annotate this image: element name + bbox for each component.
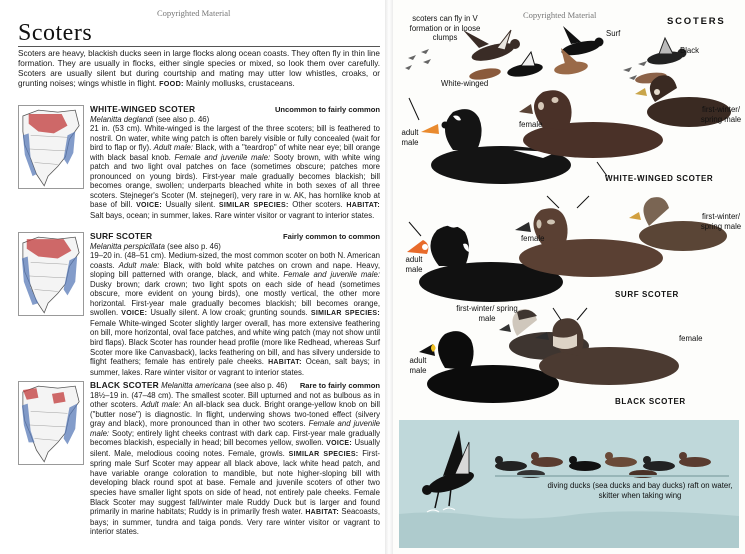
scientific-name: Melanitta deglandi bbox=[90, 114, 154, 124]
label-surf-adult-male: adult male bbox=[405, 255, 423, 274]
see-also: (see also p. 46) bbox=[155, 114, 210, 124]
species-name: SURF SCOTER bbox=[90, 231, 153, 241]
species-abundance: Fairly common to common bbox=[282, 232, 380, 241]
label-flight-black: Black bbox=[680, 46, 700, 55]
food-label: FOOD: bbox=[159, 79, 184, 89]
diving-ducks-caption: diving ducks (sea ducks and bay ducks) raft on water, skitter when taking wing bbox=[547, 481, 733, 500]
species-abundance: Uncommon to fairly common bbox=[274, 105, 380, 114]
scientific-name: Melanitta perspicillata bbox=[90, 241, 165, 251]
species-text-black bbox=[90, 381, 380, 537]
section-title: Scoters bbox=[18, 20, 93, 46]
label-surf-female: female bbox=[521, 234, 545, 243]
food-text: Mainly mollusks, crustaceans. bbox=[186, 79, 295, 89]
species-abundance: Rare to fairly common bbox=[299, 381, 380, 390]
species-description: 19–20 in. (48–51 cm). Medium-sized, the most common scoter on both N. American coasts. Adult male: Black, with bold white patches on crown and nape. Heavy, sloping bill patterned with orange, black, and white. Female and juvenile male: Dusky brown; dark crown; two light spots on each side of head (sometimes obscure, more evident on young birds), one mostly vertical, the other more horizontal. First-year male gradually becomes blackish; bill becomes orange, swollen. VOICE: Usually silent. A low croak; grunting sounds. SIMILAR SPECIES: Female White-winged Scoter slightly larger overall, has more extensive feathering on bill, more horizontal, oval face patches, and white wing patch (may not show until bird flaps). Black Scoter has rounder head profile (more like Redhead, whereas Surf Scoter more like Canvasback), lacks feathering on bill, and has silvery underside to flight feathers; female has entirely pale cheeks. HABITAT: Ocean, salt bays; in summer, lakes. Rare winter visitor or vagrant to interior states. bbox=[90, 251, 381, 377]
see-also: (see also p. 46) bbox=[167, 241, 221, 251]
label-surf-first-winter: first-winter/ spring male bbox=[700, 212, 742, 231]
label-black-adult-male: adult male bbox=[409, 356, 427, 375]
label-flight-white-winged: White-winged bbox=[441, 79, 489, 88]
flying-surf-scoter bbox=[553, 26, 603, 76]
intro-paragraph bbox=[18, 49, 380, 89]
label-ww-adult-male: adult male bbox=[401, 128, 419, 147]
title-rule bbox=[18, 46, 380, 47]
book-gutter bbox=[385, 0, 393, 554]
label-ww-female: female bbox=[519, 120, 543, 129]
range-map-white-winged bbox=[18, 105, 84, 189]
intro-text: Scoters are heavy, blackish ducks seen in large flocks along ocean coasts. They often fly in thin line formation. They are usually in flocks, either single species or mixed, so look them over carefully. Scoters are usually silent but during courtship and mating may utter low whistles, croaks, or grunting noises; wings whistle in flight. bbox=[18, 49, 380, 89]
plate-title: SCOTERS bbox=[667, 16, 726, 27]
range-map-icon bbox=[19, 382, 83, 464]
label-ww-first-winter: first-winter/ spring male bbox=[700, 105, 742, 124]
scientific-name: Melanitta americana bbox=[161, 381, 232, 390]
species-description: 18½–19 in. (47–48 cm). The smallest scoter. Bill upturned and not as bulbous as in other scoters. Adult male: An all-black sea duck. Bright orange-yellow knob on bill ("butter nose") is diagnostic. In flight, underwing shows two-toned effect (silvery gray and black), more pronounced than in other two scoters. Female and juvenile male: Sooty; entirely light cheeks contrast with dark cap. First-year male gradually becomes blackish, especially in head; bill becomes yellow, swollen. VOICE: Usually silent. Male, melodious cooing notes. Female, growls. SIMILAR SPECIES: First-spring male Surf Scoter may appear all black above, lack white head patch, and have variable orange coloration to mandible, but note higher-sloping bill with developing black round spot at base. Female and juvenile scoters of other two species have smaller light spots on side of head, not entirely pale cheeks. Female Black Scoter may suggest fall/winter male Ruddy Duck but is larger and found primarily in marine habitats; Ruddy is in primarily fresh water. HABITAT: Seacoasts, bays; in summer, tundra and taiga ponds. Very rare winter visitor or vagrant to interior states. bbox=[90, 390, 381, 537]
diving-ducks-panel bbox=[399, 420, 739, 548]
flight-formation-note: scoters can fly in V formation or in loose clumps bbox=[409, 14, 481, 42]
species-text-surf bbox=[90, 232, 380, 377]
range-map-surf bbox=[18, 232, 84, 316]
species-description: 21 in. (53 cm). White-winged is the largest of the three scoters; bill is feathered to nostril. On water, white wing patch is often barely visible or fully concealed (wait for bird to flap or fly). Adult male: Black, with a "teardrop" of white near eye; bill orange with black basal knob. Female and juvenile male: Sooty brown, with white wing patch and two light oval patches on face (sometimes obscure; patches more pronounced on young birds). First-year male gradually becomes blackish; bill becomes orange, swollen; underparts bleached white in both sexes of all three scoters. Stejneger's Scoter (M. stejnegeri), very rare in w. AK, has hornlike knob at base of bill. VOICE: Usually silent. SIMILAR SPECIES: Other scoters. HABITAT: Salt bays, ocean; in summer, lakes. Rare winter visitor or vagrant to interior states. bbox=[90, 124, 380, 221]
species-text-white-winged bbox=[90, 105, 380, 221]
caption-white-winged-scoter: WHITE-WINGED SCOTER bbox=[605, 174, 714, 183]
caption-surf-scoter: SURF SCOTER bbox=[615, 290, 679, 299]
see-also: (see also p. 46) bbox=[233, 381, 288, 390]
label-flight-surf: Surf bbox=[606, 29, 621, 38]
label-black-female: female bbox=[679, 334, 703, 343]
species-name: WHITE-WINGED SCOTER bbox=[90, 104, 196, 114]
range-map-icon bbox=[19, 106, 83, 188]
caption-black-scoter: BLACK SCOTER bbox=[615, 397, 686, 406]
watermark-left: Copyrighted Material bbox=[157, 8, 231, 18]
rafting-ducks bbox=[495, 452, 729, 478]
species-name: BLACK SCOTER bbox=[90, 380, 159, 390]
watermark-right: Copyrighted Material bbox=[523, 10, 597, 20]
right-page-plate bbox=[393, 0, 745, 554]
label-black-first-winter: first-winter/ spring male bbox=[456, 304, 518, 323]
range-map-black bbox=[18, 381, 84, 465]
species-title-line bbox=[90, 381, 287, 391]
range-map-icon bbox=[19, 233, 83, 315]
skittering-duck bbox=[422, 430, 476, 512]
